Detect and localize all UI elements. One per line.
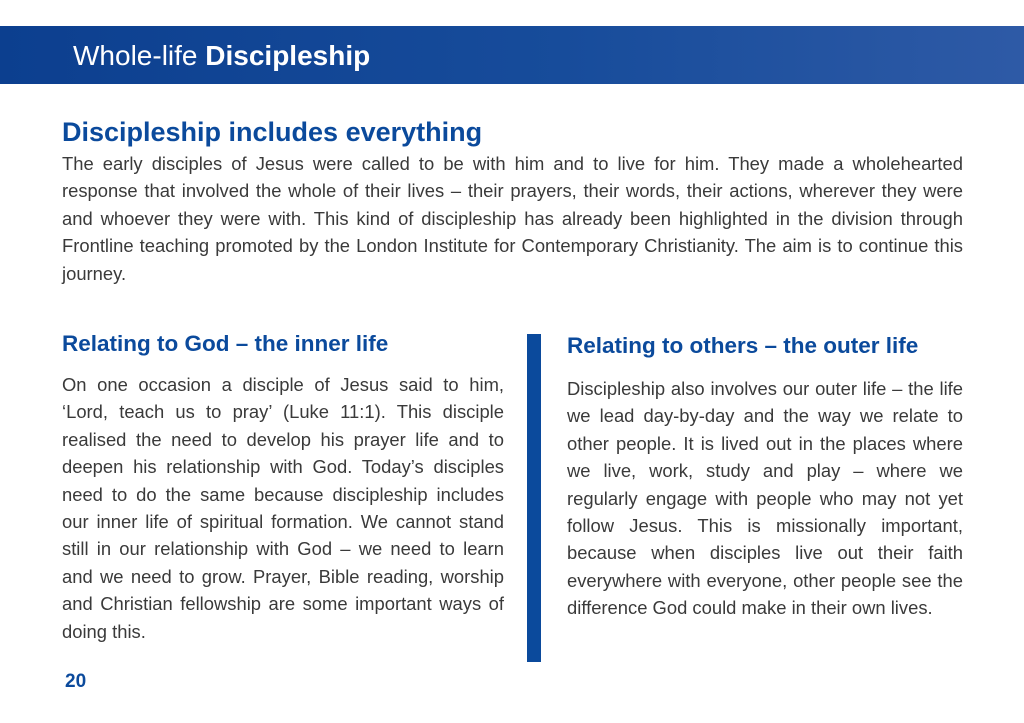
intro-paragraph: The early disciples of Jesus were called to be with him and to live for him. They made a wholehearted response that involved the whole of their lives – their prayers, their words, their actions, wherever they were and whoever they were with. This kind of discipleship has already been highlighted in the division through Frontline teaching promoted by the London Institute for Contemporary Christianity. The aim is to continue this journey. <box>62 153 963 284</box>
right-column-body: Discipleship also involves our outer life – the life we lead day-by-day and the way we relate to other people. It is lived out in the places where we live, work, study and play – where we regularly engage with people who may not yet follow Jesus. This is missionally important, because when disciples live out their faith everywhere with everyone, other people see the difference God could make in their own lives. <box>567 378 963 619</box>
page-heading: Discipleship includes everything <box>62 117 483 147</box>
column-divider <box>527 334 541 662</box>
left-column-body: On one occasion a disciple of Jesus said to him, ‘Lord, teach us to pray’ (Luke 11:1). This disciple realised the need to develop his prayer life and to deepen his relationship with God. Today’s disciples need to do the same because discipleship includes our inner life of spiritual formation. We cannot stand still in our relationship with God – we need to learn and we need to grow. Prayer, Bible reading, worship and Christian fellowship are some important ways of doing this. <box>62 374 504 642</box>
right-column-heading: Relating to others – the outer life <box>567 333 919 358</box>
header-title-light: Whole-life <box>73 40 206 71</box>
page-number: 20 <box>65 671 87 692</box>
header-title <box>73 39 370 73</box>
header-title-bold: Discipleship <box>205 40 371 71</box>
header-band <box>0 26 1024 84</box>
left-column-heading: Relating to God – the inner life <box>62 331 389 356</box>
